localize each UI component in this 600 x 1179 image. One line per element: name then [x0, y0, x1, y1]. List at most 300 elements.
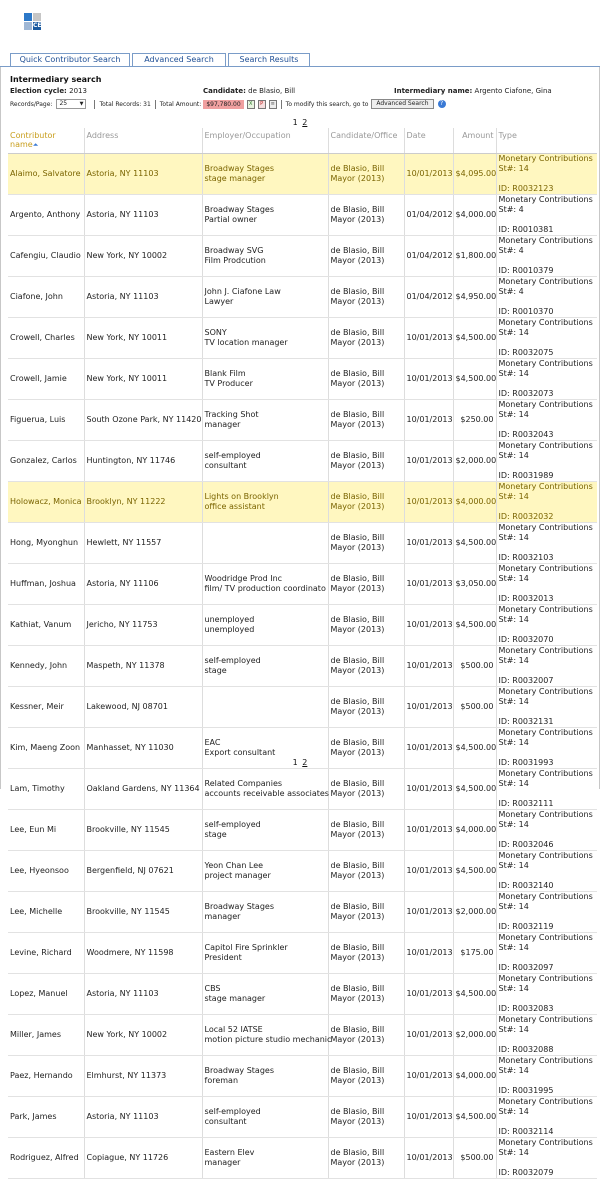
employer: Tracking Shot [204, 409, 259, 419]
employer: unemployed [204, 614, 255, 624]
table-row [8, 604, 597, 645]
record-id: ID: R0031993 [498, 757, 554, 767]
contribution-amount: $4,500.00 [453, 317, 496, 358]
employer: SONY [204, 327, 227, 337]
candidate-office [328, 891, 404, 932]
statement-number: St#: 14 [498, 1106, 529, 1116]
contribution-date: 10/01/2013 [404, 563, 453, 604]
record-id: ID: R0032114 [498, 1126, 554, 1136]
office: Mayor (2013) [330, 952, 385, 962]
contribution-amount: $4,500.00 [453, 604, 496, 645]
contribution-type [496, 1055, 597, 1096]
occupation: unemployed [204, 624, 255, 634]
contribution-type [496, 932, 597, 973]
contribution-amount: $2,000.00 [453, 891, 496, 932]
contribution-type [496, 809, 597, 850]
page-title: Intermediary search [10, 75, 102, 84]
statement-number: St#: 14 [498, 491, 529, 501]
office: Mayor (2013) [330, 1116, 385, 1126]
candidate-office [328, 809, 404, 850]
office: Mayor (2013) [330, 1157, 385, 1167]
contributor-name: Lee, Hyeonsoo [8, 850, 84, 891]
employer-occupation [202, 1014, 332, 1055]
contributor-name: Kessner, Meir [8, 686, 84, 727]
occupation: film/ TV production coordinato [204, 583, 326, 593]
contribution-amount: $2,000.00 [453, 440, 496, 481]
statement-number: St#: 14 [498, 737, 529, 747]
contribution-date: 10/01/2013 [404, 768, 453, 809]
employer: self-employed [204, 450, 261, 460]
occupation: TV Producer [204, 378, 253, 388]
contributor-address: Astoria, NY 11103 [84, 973, 202, 1014]
type-label: Monetary Contributions [498, 686, 593, 696]
contribution-amount: $2,000.00 [453, 1014, 496, 1055]
type-label: Monetary Contributions [498, 1055, 593, 1065]
contribution-type [496, 768, 597, 809]
contribution-amount: $4,500.00 [453, 522, 496, 563]
contributor-name: Ciafone, John [8, 276, 84, 317]
candidate-office [328, 850, 404, 891]
tab-advanced-search[interactable]: Advanced Search [132, 53, 226, 66]
contribution-amount: $175.00 [453, 932, 496, 973]
candidate-office [328, 440, 404, 481]
intermediary-label: Intermediary name: [394, 87, 473, 95]
pager-bottom [0, 758, 600, 767]
page-1: 1 [292, 758, 298, 767]
contribution-type [496, 276, 597, 317]
employer-occupation [202, 276, 328, 317]
type-label: Monetary Contributions [498, 932, 593, 942]
contributor-name: Paez, Hernando [8, 1055, 84, 1096]
col-contributor-name-label: Contributor name [10, 131, 56, 149]
statement-number: St#: 14 [498, 163, 529, 173]
table-row [8, 194, 597, 235]
contribution-type [496, 358, 597, 399]
statement-number: St#: 14 [498, 696, 529, 706]
record-id: ID: R0032083 [498, 1003, 554, 1013]
contribution-type [496, 1014, 597, 1055]
employer: Eastern Elev [204, 1147, 255, 1157]
contributor-address: Hewlett, NY 11557 [84, 522, 202, 563]
employer: Broadway Stages [204, 163, 274, 173]
contribution-type [496, 522, 597, 563]
contributor-address: Elmhurst, NY 11373 [84, 1055, 202, 1096]
candidate: de Blasio, Bill [330, 573, 385, 583]
print-icon[interactable]: ≡ [270, 100, 275, 107]
office: Mayor (2013) [330, 911, 385, 921]
contribution-date: 10/01/2013 [404, 522, 453, 563]
contributor-name: Levine, Richard [8, 932, 84, 973]
candidate-office [328, 1096, 404, 1137]
candidate: de Blasio, Bill [330, 532, 385, 542]
col-date[interactable]: Date [404, 128, 453, 153]
contributor-address: Lakewood, NJ 08701 [84, 686, 202, 727]
contribution-amount: $4,500.00 [453, 1096, 496, 1137]
candidate-office [328, 973, 404, 1014]
logo-icon[interactable] [24, 13, 42, 31]
contribution-type [496, 481, 597, 522]
statement-and-id [499, 287, 596, 317]
contributor-address: Astoria, NY 11103 [84, 276, 202, 317]
record-id: ID: R0010370 [498, 306, 554, 316]
office: Mayor (2013) [330, 337, 385, 347]
contribution-amount: $4,500.00 [453, 768, 496, 809]
contribution-date: 10/01/2013 [404, 973, 453, 1014]
table-row [8, 850, 597, 891]
contributor-address: New York, NY 10011 [84, 358, 202, 399]
office: Mayor (2013) [330, 460, 385, 470]
contribution-date: 10/01/2013 [404, 358, 453, 399]
office: Mayor (2013) [330, 829, 385, 839]
occupation: Export consultant [204, 747, 276, 757]
employer-occupation [202, 686, 328, 727]
candidate: de Blasio, Bill [330, 1024, 385, 1034]
candidate-office [328, 563, 404, 604]
contributor-name: Cafengiu, Claudio [8, 235, 84, 276]
records-per-page-select[interactable] [56, 99, 86, 109]
contribution-date: 01/04/2012 [404, 194, 453, 235]
contribution-amount: $4,095.00 [453, 153, 496, 194]
candidate-office [328, 1014, 404, 1055]
statement-and-id [499, 779, 596, 809]
contributor-name: Lee, Eun Mi [8, 809, 84, 850]
occupation: stage [204, 665, 227, 675]
statement-number: St#: 14 [498, 1065, 529, 1075]
contributor-address: New York, NY 10011 [84, 317, 202, 358]
table-row [8, 809, 597, 850]
candidate: de Blasio, Bill [330, 614, 385, 624]
record-id: ID: R0010381 [498, 224, 554, 234]
contribution-date: 10/01/2013 [404, 1014, 453, 1055]
occupation: consultant [204, 460, 247, 470]
employer: self-employed [204, 655, 261, 665]
statement-and-id [499, 861, 596, 891]
statement-and-id [499, 369, 596, 399]
page-2-link[interactable]: 2 [302, 118, 308, 127]
statement-and-id [499, 205, 596, 235]
contributor-address: Astoria, NY 11103 [84, 194, 202, 235]
candidate-office [328, 768, 404, 809]
occupation: TV location manager [204, 337, 288, 347]
candidate: de Blasio, Bill [330, 327, 385, 337]
logo-mark: CE [33, 22, 42, 29]
contributor-name: Lam, Timothy [8, 768, 84, 809]
statement-and-id [499, 164, 596, 194]
col-amount[interactable]: Amount [453, 128, 496, 153]
candidate: de Blasio, Bill [330, 204, 385, 214]
table-row [8, 522, 597, 563]
table-row [8, 1137, 597, 1178]
office: Mayor (2013) [330, 255, 385, 265]
occupation: President [204, 952, 242, 962]
employer-occupation [202, 440, 328, 481]
occupation: Lawyer [204, 296, 234, 306]
contributor-name: Crowell, Jamie [8, 358, 84, 399]
statement-number: St#: 14 [498, 409, 529, 419]
record-id: ID: R0032032 [498, 511, 554, 521]
candidate: de Blasio, Bill [330, 901, 385, 911]
record-id: ID: R0032013 [498, 593, 554, 603]
record-id: ID: R0032097 [498, 962, 554, 972]
contribution-date: 10/01/2013 [404, 932, 453, 973]
employer-occupation [202, 604, 328, 645]
contribution-amount: $4,950.00 [453, 276, 496, 317]
statement-number: St#: 14 [498, 901, 529, 911]
occupation: manager [204, 419, 241, 429]
contributor-address: Copiague, NY 11726 [84, 1137, 202, 1178]
statement-number: St#: 14 [498, 614, 529, 624]
candidate: de Blasio, Bill [330, 245, 385, 255]
divider [281, 100, 282, 109]
statement-number: St#: 4 [498, 204, 524, 214]
statement-number: St#: 4 [498, 245, 524, 255]
candidate: de Blasio, Bill [330, 1065, 385, 1075]
col-address[interactable]: Address [84, 128, 202, 153]
table-row [8, 932, 597, 973]
statement-and-id [499, 492, 596, 522]
pdf-export-icon[interactable]: P [258, 100, 266, 109]
contributor-name: Crowell, Charles [8, 317, 84, 358]
type-label: Monetary Contributions [498, 768, 593, 778]
col-type[interactable]: Type [496, 128, 597, 153]
type-label: Monetary Contributions [498, 522, 593, 532]
office: Mayor (2013) [330, 214, 385, 224]
contributor-address: Jericho, NY 11753 [84, 604, 202, 645]
chevron-down-icon: ▼ [79, 101, 84, 107]
record-id: ID: R0032073 [498, 388, 554, 398]
record-id: ID: R0032070 [498, 634, 554, 644]
contributor-address: Astoria, NY 11106 [84, 563, 202, 604]
statement-and-id [499, 902, 596, 932]
contributor-address: South Ozone Park, NY 11420 [84, 399, 202, 440]
divider [94, 100, 95, 109]
office: Mayor (2013) [330, 501, 385, 511]
statement-number: St#: 14 [498, 573, 529, 583]
contribution-date: 10/01/2013 [404, 850, 453, 891]
candidate-office [328, 1055, 404, 1096]
type-label: Monetary Contributions [498, 358, 593, 368]
tab-search-results[interactable]: Search Results [228, 53, 310, 66]
employer-occupation [202, 891, 328, 932]
employer-occupation [202, 1096, 328, 1137]
excel-export-icon[interactable]: X [247, 100, 255, 109]
candidate: de Blasio, Bill [330, 737, 385, 747]
intermediary-value: Argento Ciafone, Gina [474, 87, 552, 95]
contribution-date: 10/01/2013 [404, 645, 453, 686]
table-row [8, 645, 597, 686]
candidate-office [328, 358, 404, 399]
contribution-amount: $500.00 [453, 1137, 496, 1178]
contributor-address: Brookville, NY 11545 [84, 891, 202, 932]
contributor-name: Park, James [8, 1096, 84, 1137]
statement-and-id [499, 1107, 596, 1137]
statement-and-id [499, 246, 596, 276]
office: Mayor (2013) [330, 624, 385, 634]
type-label: Monetary Contributions [498, 317, 593, 327]
col-candidate-office[interactable]: Candidate/Office [328, 128, 404, 153]
occupation: manager [204, 1157, 241, 1167]
contribution-type [496, 973, 597, 1014]
type-label: Monetary Contributions [498, 481, 593, 491]
record-id: ID: R0032007 [498, 675, 554, 685]
contributor-name: Argento, Anthony [8, 194, 84, 235]
col-contributor-name[interactable] [8, 128, 84, 153]
type-label: Monetary Contributions [498, 563, 593, 573]
type-label: Monetary Contributions [498, 440, 593, 450]
contributor-name: Rodriguez, Alfred [8, 1137, 84, 1178]
contribution-date: 10/01/2013 [404, 1055, 453, 1096]
candidate-value: de Blasio, Bill [248, 87, 296, 95]
contribution-type [496, 153, 597, 194]
modify-search-text: To modify this search, go to [285, 100, 369, 108]
employer-occupation [202, 932, 328, 973]
contributor-name: Gonzalez, Carlos [8, 440, 84, 481]
statement-and-id [499, 615, 596, 645]
contribution-amount: $4,500.00 [453, 727, 496, 768]
candidate-office [328, 317, 404, 358]
contributor-name: Kennedy, John [8, 645, 84, 686]
office: Mayor (2013) [330, 993, 385, 1003]
record-id: ID: R0032131 [498, 716, 554, 726]
contributor-address: Brooklyn, NY 11222 [84, 481, 202, 522]
type-label: Monetary Contributions [498, 809, 593, 819]
tab-bar [10, 53, 312, 66]
candidate-office [328, 522, 404, 563]
candidate: de Blasio, Bill [330, 819, 385, 829]
candidate: de Blasio, Bill [330, 163, 385, 173]
table-row [8, 317, 597, 358]
contribution-date: 01/04/2012 [404, 276, 453, 317]
employer: CBS [204, 983, 221, 993]
employer: self-employed [204, 819, 261, 829]
employer-occupation [202, 973, 328, 1014]
employer: Broadway Stages [204, 204, 274, 214]
occupation: stage manager [204, 173, 266, 183]
type-label: Monetary Contributions [498, 399, 593, 409]
contribution-date: 10/01/2013 [404, 399, 453, 440]
help-icon[interactable]: ? [438, 100, 446, 108]
contribution-amount: $500.00 [453, 686, 496, 727]
contributor-address: Manhasset, NY 11030 [84, 727, 202, 768]
type-label: Monetary Contributions [498, 1137, 593, 1147]
record-id: ID: R0032111 [498, 798, 554, 808]
table-row [8, 276, 597, 317]
candidate-office [328, 276, 404, 317]
candidate: de Blasio, Bill [330, 655, 385, 665]
contribution-date: 01/04/2012 [404, 235, 453, 276]
statement-and-id [499, 984, 596, 1014]
col-employer-occupation[interactable]: Employer/Occupation [202, 128, 328, 153]
employer: Broadway SVG [204, 245, 264, 255]
candidate-office [328, 604, 404, 645]
contribution-type [496, 891, 597, 932]
table-row [8, 235, 597, 276]
table-row [8, 563, 597, 604]
statement-and-id [499, 1148, 596, 1178]
contribution-date: 10/01/2013 [404, 686, 453, 727]
total-records: Total Records: 31 [99, 100, 151, 108]
candidate: de Blasio, Bill [330, 1106, 385, 1116]
statement-and-id [499, 328, 596, 358]
page-2-link[interactable]: 2 [302, 758, 308, 767]
table-row [8, 1014, 597, 1055]
candidate-office [328, 194, 404, 235]
records-per-page-value: 25 [59, 100, 68, 107]
candidate-office [328, 1137, 404, 1178]
contribution-date: 10/01/2013 [404, 481, 453, 522]
advanced-search-button[interactable]: Advanced Search [371, 99, 433, 109]
statement-number: St#: 14 [498, 368, 529, 378]
contribution-type [496, 317, 597, 358]
candidate: de Blasio, Bill [330, 983, 385, 993]
contributor-address: New York, NY 10002 [84, 235, 202, 276]
statement-number: St#: 14 [498, 532, 529, 542]
employer-occupation [202, 809, 328, 850]
record-id: ID: R0032043 [498, 429, 554, 439]
sort-up-icon[interactable]: ⏶ [32, 141, 39, 149]
contributor-address: Oakland Gardens, NY 11364 [84, 768, 202, 809]
statement-and-id [499, 1066, 596, 1096]
occupation: stage [204, 829, 227, 839]
tab-quick-contributor-search[interactable]: Quick Contributor Search [10, 53, 130, 66]
results-controls [10, 98, 446, 110]
occupation: office assistant [204, 501, 265, 511]
contribution-date: 10/01/2013 [404, 1137, 453, 1178]
employer: Blank Film [204, 368, 246, 378]
type-label: Monetary Contributions [498, 973, 593, 983]
occupation: manager [204, 911, 241, 921]
candidate-office [328, 235, 404, 276]
office: Mayor (2013) [330, 173, 385, 183]
table-row [8, 686, 597, 727]
table-row [8, 1055, 597, 1096]
employer-occupation [202, 768, 328, 809]
statement-and-id [499, 574, 596, 604]
statement-and-id [499, 410, 596, 440]
office: Mayor (2013) [330, 870, 385, 880]
employer: Broadway Stages [204, 1065, 274, 1075]
contributor-address: Huntington, NY 11746 [84, 440, 202, 481]
candidate-office [328, 686, 404, 727]
contributor-name: Alaimo, Salvatore [8, 153, 84, 194]
contribution-type [496, 645, 597, 686]
contribution-amount: $4,500.00 [453, 973, 496, 1014]
record-id: ID: R0032123 [498, 183, 554, 193]
statement-number: St#: 4 [498, 286, 524, 296]
contribution-type [496, 686, 597, 727]
statement-and-id [499, 1025, 596, 1055]
statement-number: St#: 14 [498, 327, 529, 337]
occupation: stage manager [204, 993, 266, 1003]
contribution-type [496, 850, 597, 891]
employer: Broadway Stages [204, 901, 274, 911]
contribution-date: 10/01/2013 [404, 809, 453, 850]
statement-number: St#: 14 [498, 860, 529, 870]
record-id: ID: R0032088 [498, 1044, 554, 1054]
employer-occupation [202, 194, 328, 235]
employer-occupation [202, 645, 328, 686]
contribution-type [496, 563, 597, 604]
contributor-address: Astoria, NY 11103 [84, 153, 202, 194]
record-id: ID: R0032103 [498, 552, 554, 562]
contribution-date: 10/01/2013 [404, 891, 453, 932]
statement-and-id [499, 656, 596, 686]
employer: Related Companies [204, 778, 283, 788]
election-cycle [10, 87, 87, 95]
candidate: de Blasio, Bill [330, 942, 385, 952]
office: Mayor (2013) [330, 419, 385, 429]
type-label: Monetary Contributions [498, 727, 593, 737]
